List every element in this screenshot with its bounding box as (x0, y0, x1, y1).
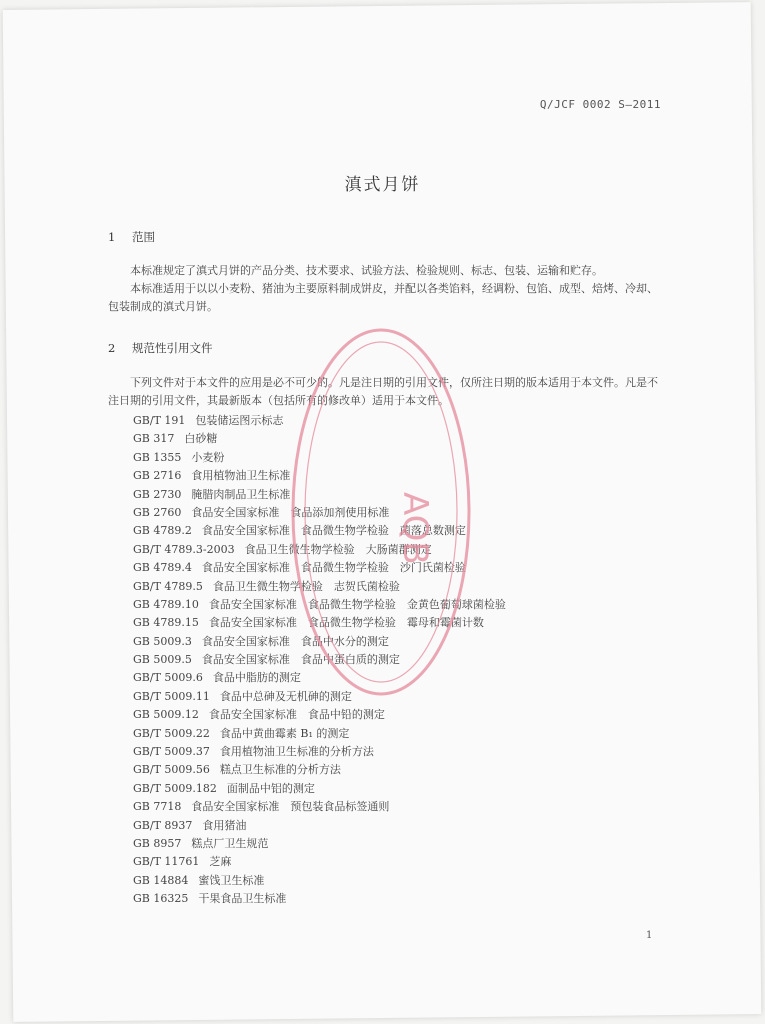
scope-paragraph: 本标准适用于以以小麦粉、猪油为主要原料制成饼皮，并配以各类馅料，经调粉、包馅、成型、焙烤、冷却、包装制成的滇式月饼。 (108, 282, 658, 313)
reference-title: 食品安全国家标准 食品微生物学检验 菌落总数测定 (201, 524, 466, 538)
reference-title: 食品安全国家标准 食品微生物学检验 沙门氏菌检验 (201, 561, 466, 575)
section-title: 范围 (132, 230, 155, 244)
reference-item (133, 853, 506, 871)
page-number: 1 (646, 930, 653, 941)
reference-code: GB/T 5009.37 (133, 745, 210, 759)
reference-code: GB 2760 (133, 505, 182, 519)
reference-code: GB 5009.3 (133, 634, 192, 648)
reference-title: 食品安全国家标准 食品微生物学检验 霉母和霉菌计数 (208, 616, 484, 630)
reference-item (133, 522, 506, 540)
reference-item (133, 559, 506, 577)
reference-title: 白砂糖 (184, 432, 218, 446)
document-title: 滇式月饼 (344, 175, 421, 195)
reference-item (133, 504, 506, 522)
reference-code: GB/T 11761 (133, 855, 200, 869)
reference-code: GB 5009.12 (133, 708, 199, 722)
reference-title: 小麦粉 (191, 450, 225, 464)
reference-item (133, 817, 506, 835)
reference-title: 食品安全国家标准 食品添加剂使用标准 (191, 505, 390, 519)
reference-code: GB 7718 (133, 800, 182, 814)
reference-title: 食品中总砷及无机砷的测定 (219, 689, 352, 703)
reference-code: GB/T 191 (133, 414, 186, 427)
reference-item (133, 872, 506, 890)
reference-item (133, 651, 506, 669)
reference-item (133, 430, 506, 448)
reference-item (133, 725, 506, 743)
reference-code: GB 2716 (133, 469, 182, 483)
section-title: 规范性引用文件 (132, 341, 213, 355)
reference-item (133, 706, 506, 724)
reference-code: GB 4789.4 (133, 561, 192, 575)
reference-code: GB/T 5009.6 (133, 671, 203, 685)
section-number: 1 (108, 230, 116, 244)
reference-title: 腌腊肉制品卫生标准 (191, 487, 291, 501)
reference-title: 包装储运图示标志 (195, 414, 284, 427)
reference-code: GB 1355 (133, 450, 182, 464)
reference-list (133, 412, 506, 909)
reference-code: GB 4789.15 (133, 616, 199, 630)
reference-code: GB 2730 (133, 487, 182, 501)
reference-code: GB/T 5009.22 (133, 726, 210, 740)
reference-item (133, 614, 506, 632)
reference-item (133, 761, 506, 779)
section-heading-scope (108, 229, 155, 245)
section-number: 2 (108, 341, 116, 355)
reference-code: GB/T 5009.182 (133, 781, 217, 795)
reference-title: 糕点厂卫生规范 (191, 836, 269, 850)
reference-title: 食品安全国家标准 预包装食品标签通则 (191, 800, 390, 814)
reference-code: GB 16325 (133, 892, 189, 906)
reference-title: 食用植物油卫生标准的分析方法 (219, 745, 374, 759)
references-intro: 下列文件对于本文件的应用是必不可少的。凡是注日期的引用文件，仅所注日期的版本适用于本文件。凡是不注日期的引用文件，其最新版本（包括所有的修改单）适用于本文件。 (108, 376, 658, 407)
reference-item (133, 486, 506, 504)
reference-item (133, 743, 506, 761)
reference-title: 食品安全国家标准 食品中蛋白质的测定 (201, 653, 400, 667)
reference-code: GB 4789.2 (133, 524, 192, 538)
reference-code: GB 5009.5 (133, 653, 192, 667)
reference-title: 食品安全国家标准 食品微生物学检验 金黄色葡萄球菌检验 (208, 597, 506, 611)
reference-code: GB/T 8937 (133, 818, 193, 832)
reference-code: GB/T 4789.5 (133, 579, 203, 593)
scope-paragraph: 本标准规定了滇式月饼的产品分类、技术要求、试验方法、检验规则、标志、包装、运输和贮存。 (130, 264, 603, 277)
reference-title: 食品安全国家标准 食品中铅的测定 (208, 708, 385, 722)
reference-item (133, 669, 506, 687)
reference-title: 干果食品卫生标准 (198, 892, 287, 906)
reference-code: GB 4789.10 (133, 597, 199, 611)
reference-title: 芝麻 (209, 855, 232, 869)
reference-item (133, 578, 506, 596)
reference-item (133, 541, 506, 559)
reference-item (133, 412, 506, 430)
reference-item (133, 798, 506, 816)
reference-code: GB 8957 (133, 836, 182, 850)
reference-title: 糕点卫生标准的分析方法 (219, 763, 341, 777)
reference-item (133, 688, 506, 706)
section-heading-references (108, 340, 213, 356)
reference-item (133, 890, 506, 908)
reference-title: 食品卫生微生物学检验 志贺氏菌检验 (212, 579, 400, 593)
reference-title: 食品中脂肪的测定 (212, 671, 301, 685)
reference-title: 食用猪油 (202, 818, 247, 832)
reference-title: 食品安全国家标准 食品中水分的测定 (201, 634, 389, 648)
reference-title: 食品卫生微生物学检验 大肠菌群测定 (244, 542, 432, 556)
reference-code: GB/T 4789.3-2003 (133, 542, 235, 556)
reference-item (133, 633, 506, 651)
reference-title: 面制品中铝的测定 (226, 781, 315, 795)
reference-item (133, 467, 506, 485)
reference-title: 食品中黄曲霉素 B₁ 的测定 (219, 726, 350, 740)
reference-code: GB 317 (133, 432, 175, 446)
reference-title: 蜜饯卫生标准 (198, 873, 265, 887)
reference-item (133, 835, 506, 853)
reference-code: GB/T 5009.11 (133, 689, 210, 703)
reference-title: 食用植物油卫生标准 (191, 469, 291, 483)
stamp-text: AQB (395, 492, 435, 565)
reference-item (133, 596, 506, 614)
reference-item (133, 780, 506, 798)
reference-code: GB/T 5009.56 (133, 763, 210, 777)
reference-item (133, 449, 506, 467)
document-code: Q/JCF 0002 S—2011 (539, 98, 661, 111)
reference-code: GB 14884 (133, 873, 189, 887)
